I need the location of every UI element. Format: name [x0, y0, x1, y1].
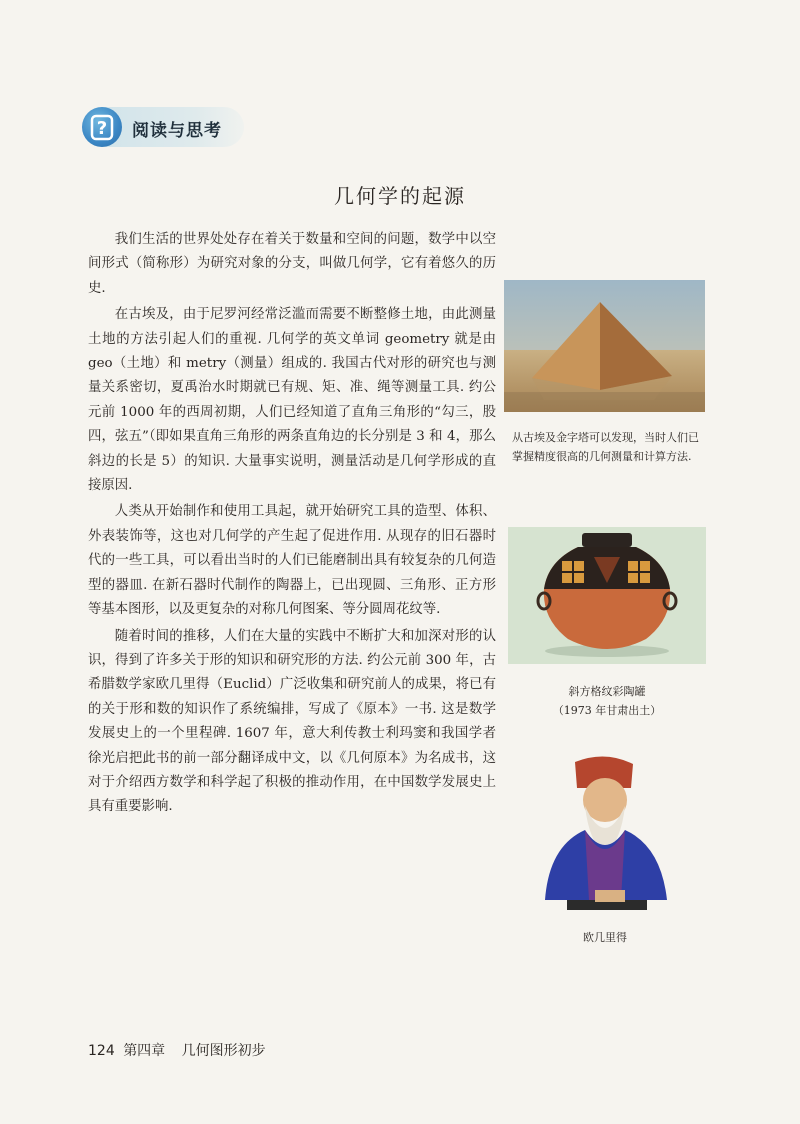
- paragraph: 我们生活的世界处处存在着关于数量和空间的问题，数学中以空间形式（简称形）为研究对象的分支，叫做几何学，它有着悠久的历史.: [88, 232, 496, 296]
- paragraph: 在古埃及，由于尼罗河经常泛滥而需要不断整修土地，由此测量土地的方法引起人们的重视. 几何学的英文单词 geometry 就是由 geo（土地）和 metry（测量）组成的. 我国古代对形的研究也与测量关系密切，夏禹治水时期就已有规、矩、准、绳等测量工具. 约公元前 1000 年的西周初期，人们已经知道了直角三角形的“勾三，股四，弦五”（即如果直角三角形的两条直角边的长分别是 3 和 4，那么斜边的长是 5）的知识. 大量事实说明，测量活动是几何学形成的直接原因.: [88, 307, 496, 494]
- pottery-photo: [508, 527, 706, 664]
- pottery-caption-line1: 斜方格纹彩陶罐: [568, 685, 646, 698]
- chapter-label: 第四章: [123, 1043, 166, 1059]
- page-title: 几何学的起源: [334, 184, 466, 208]
- paragraph: 随着时间的推移，人们在大量的实践中不断扩大和加深对形的认识，得到了许多关于形的知识和研究形的方法. 约公元前 300 年，古希腊数学家欧几里得（Euclid）广泛收集和研究前人的成果，将已有的关于形和数的知识作了系统编排，写成了《原本》一书. 这是数学发展史上的一个里程碑. 1607 年，意大利传教士利玛窦和我国学者徐光启把此书的前一部分翻译成中文，以《几何原本》为名成书，这对于介绍西方数学和科学起了积极的推动作用，在中国数学发展史上具有重要影响.: [88, 628, 496, 815]
- chapter-title: 几何图形初步: [181, 1043, 266, 1059]
- pottery-caption-line2: （1973 年甘肃出土）: [552, 704, 662, 717]
- svg-text:?: ?: [96, 118, 108, 139]
- section-tab: [82, 107, 244, 147]
- euclid-portrait: [525, 750, 685, 925]
- question-mark-icon: [82, 107, 122, 147]
- pyramid-photo: [504, 280, 705, 412]
- page-footer: [88, 1040, 266, 1060]
- euclid-caption: 欧几里得: [583, 931, 627, 944]
- pyramid-caption: 从古埃及金字塔可以发现，当时人们已掌握精度很高的几何测量和计算方法.: [512, 431, 699, 463]
- body-text: [88, 228, 496, 822]
- page-number: 124: [88, 1043, 115, 1059]
- paragraph: 人类从开始制作和使用工具起，就开始研究工具的造型、体积、外表装饰等，这也对几何学的产生起了促进作用. 从现存的旧石器时代的一些工具，可以看出当时的人们已能磨制出具有较复杂的几何造型的器皿. 在新石器时代制作的陶器上，已出现圆、三角形、正方形等基本图形，以及更复杂的对称几何图案、等分圆周花纹等.: [88, 504, 496, 618]
- section-tab-label: 阅读与思考: [132, 121, 222, 141]
